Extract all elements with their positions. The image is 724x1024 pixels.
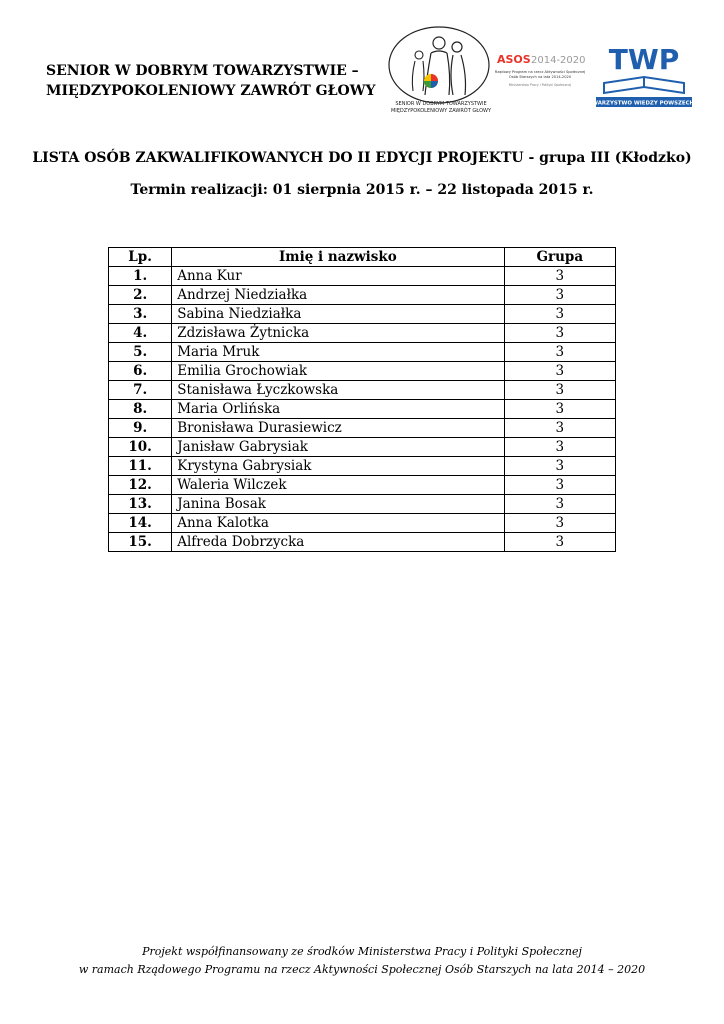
senior-logo-text-line2: MIĘDZYPOKOLENIOWY ZAWRÓT GŁOWY: [390, 108, 492, 114]
table-row: [109, 457, 616, 476]
project-title-line2: MIĘDZYPOKOLENIOWY ZAWRÓT GŁOWY: [46, 83, 376, 99]
asos-logo-desc-line2: Osób Starszych na lata 2014-2020: [508, 75, 572, 79]
cell-group: 3: [504, 457, 615, 476]
project-title-line1: SENIOR W DOBRYM TOWARZYSTWIE –: [46, 63, 359, 79]
asos-logo: [495, 51, 585, 101]
cell-name: Emilia Grochowiak: [172, 362, 504, 381]
table-row: [109, 476, 616, 495]
column-header-name: Imię i nazwisko: [172, 248, 504, 267]
asos-logo-desc-line3: Ministerstwo Pracy i Polityki Społecznej: [508, 83, 572, 87]
cell-group: 3: [504, 343, 615, 362]
cell-name: Krystyna Gabrysiak: [172, 457, 504, 476]
table-row: [109, 438, 616, 457]
asos-logo-desc-line1: Rządowy Program na rzecz Aktywności Społecznej: [494, 70, 586, 74]
cell-lp: 11.: [109, 457, 172, 476]
asos-logo-name: ASOS: [497, 53, 531, 66]
cell-group: 3: [504, 514, 615, 533]
cell-lp: 2.: [109, 286, 172, 305]
cell-name: Waleria Wilczek: [172, 476, 504, 495]
cell-lp: 5.: [109, 343, 172, 362]
table-row: [109, 400, 616, 419]
cell-group: 3: [504, 533, 615, 552]
cell-group: 3: [504, 267, 615, 286]
cell-name: Zdzisława Żytnicka: [172, 324, 504, 343]
table-row: [109, 495, 616, 514]
table-body: [109, 267, 616, 552]
table-row: [109, 324, 616, 343]
cell-name: Bronisława Durasiewicz: [172, 419, 504, 438]
cell-name: Anna Kalotka: [172, 514, 504, 533]
senior-project-logo: [387, 25, 491, 115]
cell-lp: 15.: [109, 533, 172, 552]
cell-group: 3: [504, 381, 615, 400]
cell-group: 3: [504, 305, 615, 324]
cell-lp: 3.: [109, 305, 172, 324]
cell-name: Janisław Gabrysiak: [172, 438, 504, 457]
cell-name: Maria Orlińska: [172, 400, 504, 419]
header: [0, 25, 724, 115]
twp-logo-letters: TWP: [608, 43, 680, 76]
cell-name: Andrzej Niedziałka: [172, 286, 504, 305]
asos-logo-years: 2014-2020: [531, 55, 586, 66]
cell-lp: 12.: [109, 476, 172, 495]
cell-name: Janina Bosak: [172, 495, 504, 514]
project-title: [46, 61, 376, 101]
cell-group: 3: [504, 400, 615, 419]
realization-term: Termin realizacji: 01 sierpnia 2015 r. – 22 listopada 2015 r.: [130, 182, 594, 198]
cell-lp: 10.: [109, 438, 172, 457]
cell-lp: 14.: [109, 514, 172, 533]
footer-line2: w ramach Rządowego Programu na rzecz Aktywności Społecznej Osób Starszych na lata 2014 – 2020: [78, 963, 646, 976]
table-row: [109, 343, 616, 362]
cell-name: Stanisława Łyczkowska: [172, 381, 504, 400]
cell-name: Maria Mruk: [172, 343, 504, 362]
cell-group: 3: [504, 362, 615, 381]
cell-lp: 7.: [109, 381, 172, 400]
table-row: [109, 381, 616, 400]
table-row: [109, 533, 616, 552]
cell-lp: 4.: [109, 324, 172, 343]
column-header-lp: Lp.: [109, 248, 172, 267]
cell-group: 3: [504, 495, 615, 514]
cell-lp: 1.: [109, 267, 172, 286]
table-header-row: [109, 248, 616, 267]
cell-group: 3: [504, 419, 615, 438]
table-row: [109, 267, 616, 286]
table-row: [109, 514, 616, 533]
table-row: [109, 419, 616, 438]
twp-logo: [583, 37, 705, 109]
column-header-group: Grupa: [504, 248, 615, 267]
cell-lp: 6.: [109, 362, 172, 381]
table-row: [109, 362, 616, 381]
cell-group: 3: [504, 476, 615, 495]
cell-lp: 8.: [109, 400, 172, 419]
footer: [0, 943, 724, 979]
footer-line1: Projekt współfinansowany ze środków Ministerstwa Pracy i Polityki Społecznej: [142, 945, 582, 958]
table-row: [109, 286, 616, 305]
cell-name: Alfreda Dobrzycka: [172, 533, 504, 552]
cell-group: 3: [504, 324, 615, 343]
table-row: [109, 305, 616, 324]
participants-table: [108, 247, 616, 552]
cell-group: 3: [504, 286, 615, 305]
senior-logo-text-line1: SENIOR W DOBRYM TOWARZYSTWIE: [395, 101, 487, 107]
cell-name: Anna Kur: [172, 267, 504, 286]
cell-lp: 9.: [109, 419, 172, 438]
cell-name: Sabina Niedziałka: [172, 305, 504, 324]
list-title: LISTA OSÓB ZAKWALIFIKOWANYCH DO II EDYCJI PROJEKTU - grupa III (Kłodzko): [32, 150, 692, 166]
cell-group: 3: [504, 438, 615, 457]
cell-lp: 13.: [109, 495, 172, 514]
twp-logo-caption: TOWARZYSTWO WIEDZY POWSZECHNEJ: [583, 100, 705, 107]
